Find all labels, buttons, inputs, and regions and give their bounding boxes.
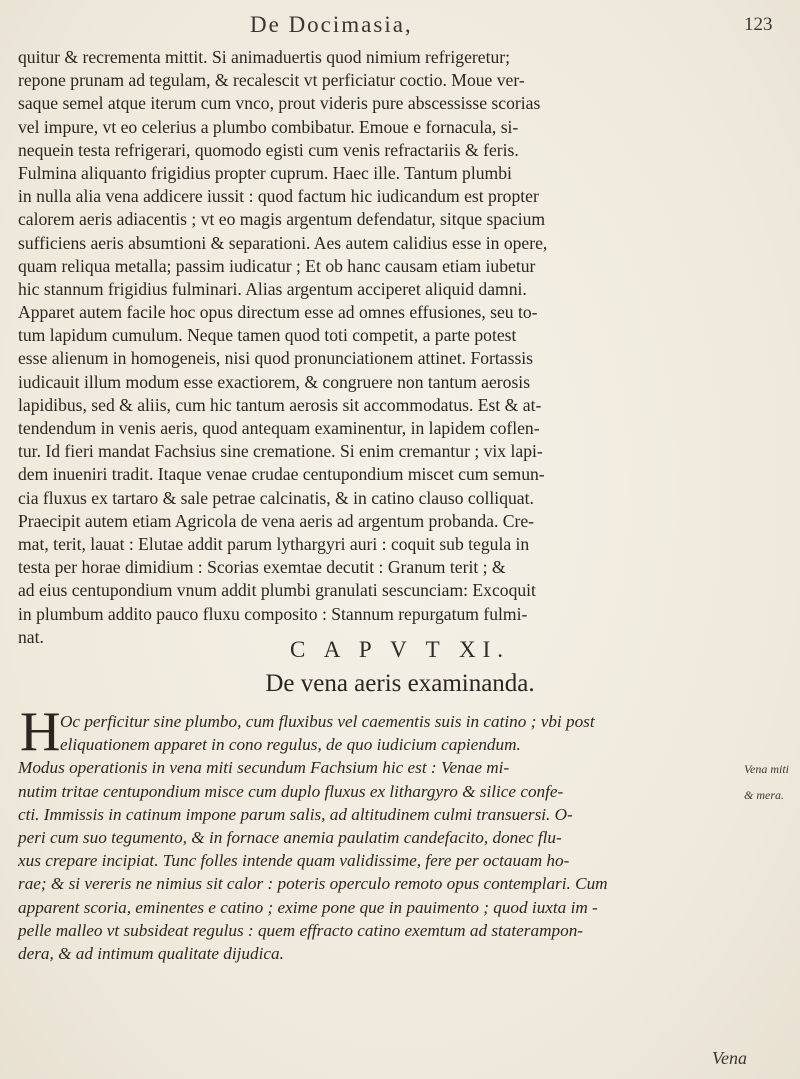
italic-line: pelle malleo vt subsideat regulus : quem effracto catino exemtum ad staterampon- xyxy=(18,920,584,940)
text-line: mat, terit, lauat : Elutae addit parum lythargyri auri : coquit sub tegula in xyxy=(18,533,530,554)
text-line: Fulmina aliquanto frigidius propter cuprum. Haec ille. Tantum plumbi xyxy=(18,162,512,183)
dropcap-indented-lines xyxy=(18,710,758,756)
italic-text-block xyxy=(18,710,758,965)
text-line: nequein testa refrigerari, quomodo egisti cum venis refractariis & feris. xyxy=(18,139,519,160)
text-line: Apparet autem facile hoc opus directum esse ad omnes effusiones, seu to- xyxy=(18,302,538,323)
text-line: quam reliqua metalla; passim iudicatur ; Et ob hanc causam etiam iubetur xyxy=(18,255,536,276)
text-line: vel impure, vt eo celerius a plumbo combibatur. Emoue e fornacula, si- xyxy=(18,116,519,137)
text-line: iudicauit illum modum esse exactiorem, & congruere non tantum aerosis xyxy=(18,371,531,392)
italic-line: peri cum suo tegumento, & in fornace anemia paulatim candefacito, donec flu- xyxy=(18,827,562,847)
text-line: calorem aeris adiacentis ; vt eo magis argentum defendatur, sitque spacium xyxy=(18,209,546,230)
italic-line: Oc perficitur sine plumbo, cum fluxibus vel caementis suis in catino ; vbi post xyxy=(60,712,595,731)
text-line: in nulla alia vena addicere iussit : quod factum hic iudicandum est propter xyxy=(18,186,539,207)
text-line: Praecipit autem etiam Agricola de vena aeris ad argentum probanda. Cre- xyxy=(18,510,535,531)
text-line: esse alienum in homogeneis, nisi quod pronunciationem attinet. Fortassis xyxy=(18,348,534,369)
running-header xyxy=(0,6,800,42)
chapter-heading: C A P V T XI. xyxy=(289,637,511,662)
italic-line: eliquationem apparet in cono regulus, de quo iudicium capiendum. xyxy=(60,735,521,755)
text-line: lapidibus, sed & aliis, cum hic tantum aerosis sit accommodatus. Est & at- xyxy=(18,394,542,415)
italic-line: nutim tritae centupondium misce cum duplo fluxus ex lithargyro & silice confe- xyxy=(18,781,564,801)
text-line: testa per horae dimidium : Scorias exemtae decutit : Granum terit ; & xyxy=(18,557,506,578)
text-line: dem inueniri tradit. Itaque venae crudae centupondium miscet cum semun- xyxy=(18,464,545,485)
italic-line: apparent scoria, eminentes e catino ; exime pone que in pauimento ; quod iuxta im - xyxy=(18,897,598,917)
margin-note: & mera. xyxy=(744,788,784,802)
text-line: tur. Id fieri mandat Fachsius sine crematione. Si enim cremantur ; vix lapi- xyxy=(18,441,543,462)
italic-line: Modus operationis in vena miti secundum Fachsium hic est : Venae mi- xyxy=(18,758,510,778)
text-line: nat. xyxy=(18,626,44,647)
page-number: 123 xyxy=(744,14,773,35)
text-line: repone prunam ad tegulam, & recalescit vt perficiatur coctio. Moue ver- xyxy=(18,70,525,91)
text-line: ad eius centupondium vnum addit plumbi granulati sescunciam: Excoquit xyxy=(18,580,536,601)
margin-note: Vena miti xyxy=(744,762,789,776)
italic-line: dera, & ad intimum qualitate dijudica. xyxy=(18,943,284,963)
catchword: Vena xyxy=(712,1048,747,1068)
main-text-block xyxy=(18,46,788,649)
text-line: quitur & recrementa mittit. Si animaduertis quod nimium refrigeretur; xyxy=(18,47,511,67)
text-line: hic stannum frigidius fulminari. Alias argentum acciperet aliquid damni. xyxy=(18,278,527,299)
text-line: saque semel atque iterum cum vnco, prout videris pure abscessisse scorias xyxy=(18,93,541,114)
text-line: sufficiens aeris absumtioni & separationi. Aes autem calidius esse in opere, xyxy=(18,232,548,253)
italic-line: xus crepare incipiat. Tunc folles intende quam validissime, fere per octauam ho- xyxy=(18,851,570,871)
text-line: in plumbum addito pauco fluxu composito : Stannum repurgatum fulmi- xyxy=(18,603,528,624)
italic-line: rae; & si vereris ne nimius sit calor : poteris operculo remoto opus contemplari. Cum xyxy=(18,874,608,894)
italic-line: cti. Immissis in catinum impone parum salis, ad altitudinem culmi transuersi. O- xyxy=(18,804,573,824)
text-line: cia fluxus ex tartaro & sale petrae calcinatis, & in catino clauso colliquat. xyxy=(18,487,534,508)
text-line: tum lapidum cumulum. Neque tamen quod toti competit, a parte potest xyxy=(18,325,517,346)
running-title: De Docimasia, xyxy=(250,12,413,37)
chapter-title: De vena aeris examinanda. xyxy=(265,670,535,697)
drop-cap: H xyxy=(20,701,61,763)
text-line: tendendum in venis aeris, quod antequam examinentur, in lapidem coflen- xyxy=(18,418,540,438)
